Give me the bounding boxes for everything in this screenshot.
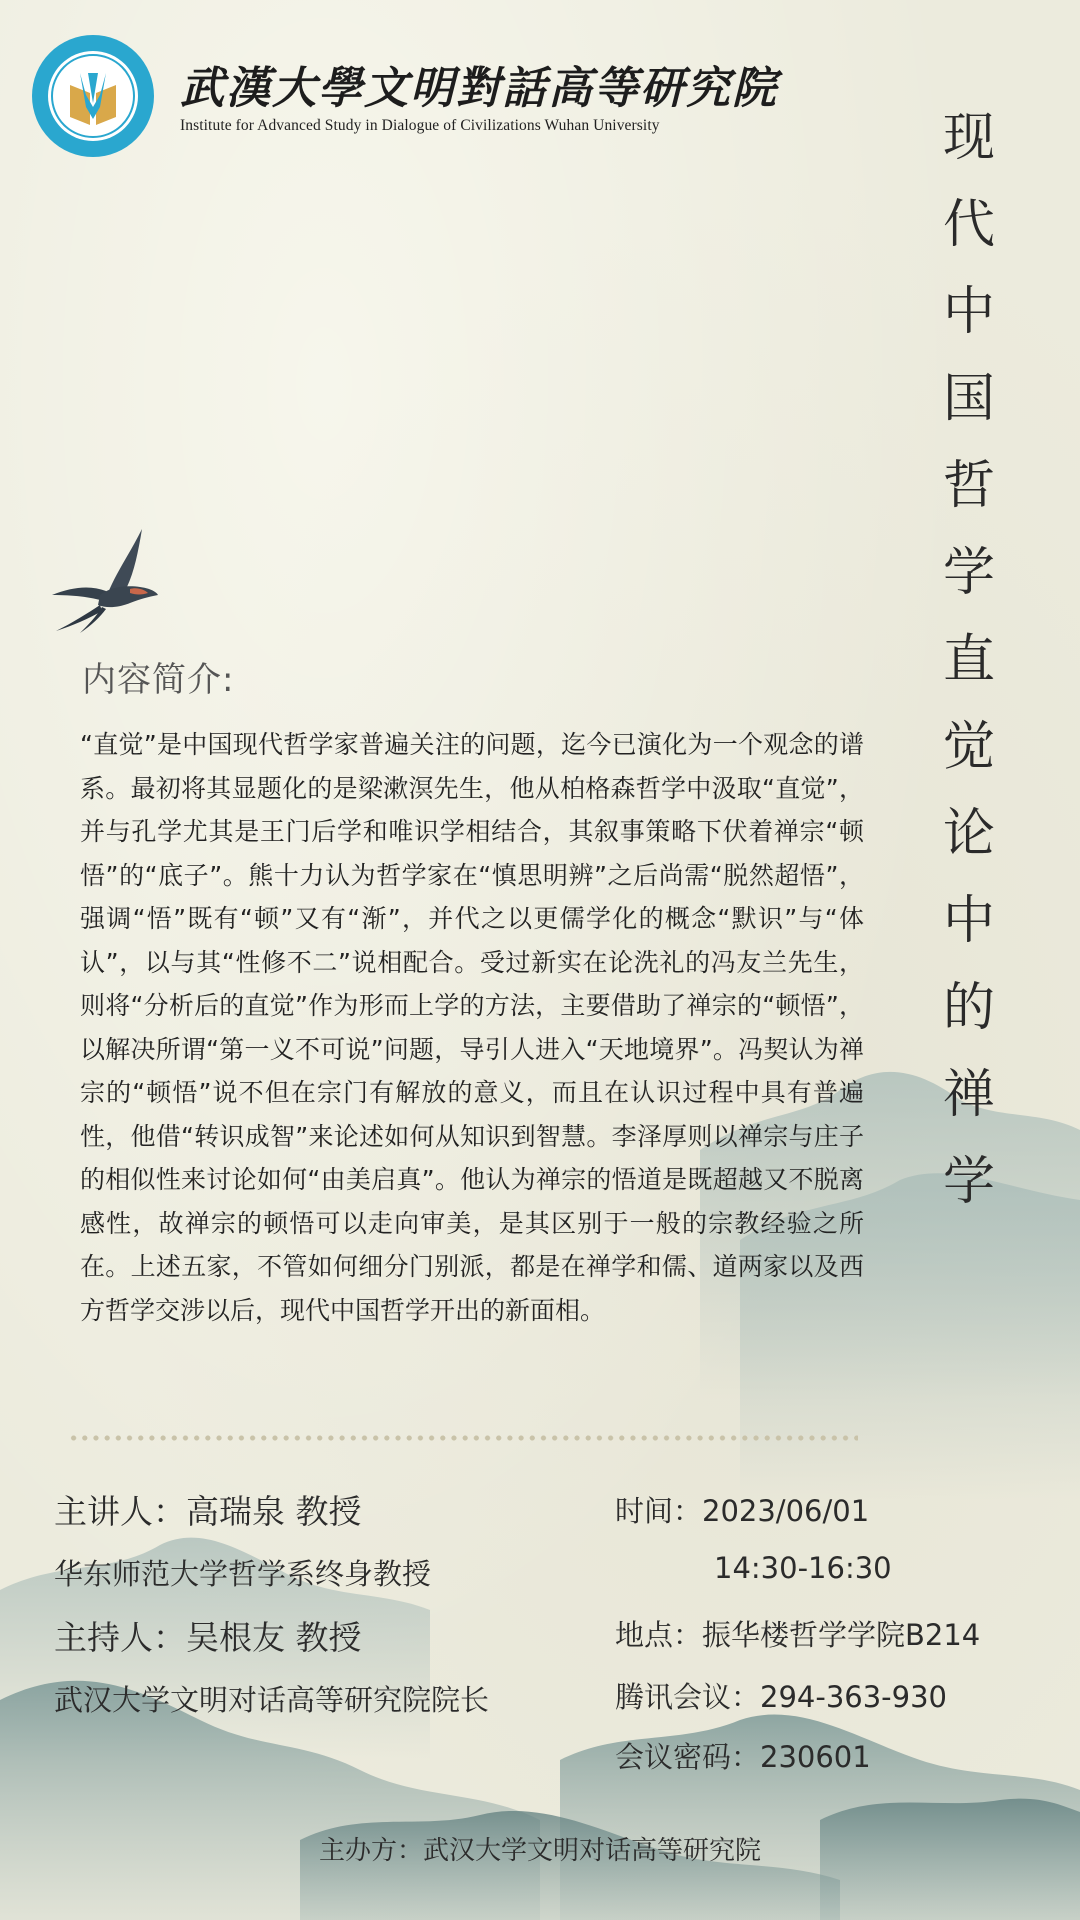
title-char: 的 [942, 978, 995, 1038]
moderator-line: 主持人：吴根友 教授 [54, 1618, 362, 1657]
organizer: 主办方：武汉大学文明对话高等研究院 [318, 1836, 761, 1866]
title-char: 现 [942, 108, 995, 168]
institute-name-en: Institute for Advanced Study in Dialogue of Civilizations Wuhan University [180, 117, 660, 134]
swallow-illustration [44, 525, 162, 635]
intro-body: “直觉”是中国现代哲学家普遍关注的问题，迄今已演化为一个观念的谱系。最初将其显题化的是梁漱溟先生，他从柏格森哲学中汲取“直觉”，并与孔学尤其是王门后学和唯识学相结合，其叙事策略下伏着禅宗“顿悟”的“底子”。熊十力认为哲学家在“慎思明辨”之后尚需“脱然超悟”，强调“悟”既有“顿”又有“渐”，并代之以更儒学化的概念“默识”与“体认”，以与其“性修不二”说相配合。受过新实在论洗礼的冯友兰先生，则将“分析后的直觉”作为形而上学的方法，主要借助了禅宗的“顿悟”，以解决所谓“第一义不可说”问题，导引人进入“天地境界”。冯契认为禅宗的“顿悟”说不但在宗门有解放的意义，而且在认识过程中具有普遍性，他借“转识成智”来论述如何从知识到智慧。李泽厚则以禅宗与庄子的相似性来讨论如何“由美启真”。他认为禅宗的悟道是既超越又不脱离感性，故禅宗的顿悟可以走向审美，是其区别于一般的宗教经验之所在。上述五家，不管如何细分门别派，都是在禅学和儒、道两家以及西方哲学交涉以后，现代中国哲学开出的新面相。 [80, 730, 864, 1325]
meeting-password: 会议密码：230601 [615, 1740, 871, 1774]
speaker-line: 主讲人：高瑞泉 教授 [54, 1492, 362, 1531]
event-time: 时间：2023/06/01 [615, 1494, 870, 1528]
institute-name-cn: 武漢大學文明對話高等研究院 [180, 63, 778, 114]
title-char: 中 [942, 282, 995, 342]
title-char: 觉 [942, 717, 995, 777]
title-char: 学 [942, 543, 995, 603]
intro-heading: 内容简介: [82, 660, 235, 700]
title-char: 哲 [942, 456, 995, 516]
title-char: 学 [942, 1152, 995, 1212]
moderator-affiliation: 武汉大学文明对话高等研究院院长 [54, 1683, 490, 1717]
title-char: 直 [942, 630, 995, 690]
tencent-meeting-id: 腾讯会议：294-363-930 [615, 1680, 947, 1714]
event-time-range: 14:30-16:30 [714, 1551, 892, 1585]
event-location: 地点：振华楼哲学学院B214 [615, 1618, 981, 1652]
dotted-divider [68, 1435, 858, 1441]
speaker-affiliation: 华东师范大学哲学系终身教授 [54, 1557, 432, 1591]
title-char: 国 [942, 369, 995, 429]
vertical-title [934, 95, 1004, 1226]
title-char: 禅 [942, 1065, 995, 1125]
title-char: 代 [942, 195, 995, 255]
title-char: 中 [942, 891, 995, 951]
title-char: 论 [942, 804, 995, 864]
institute-seal-logo [30, 33, 156, 159]
